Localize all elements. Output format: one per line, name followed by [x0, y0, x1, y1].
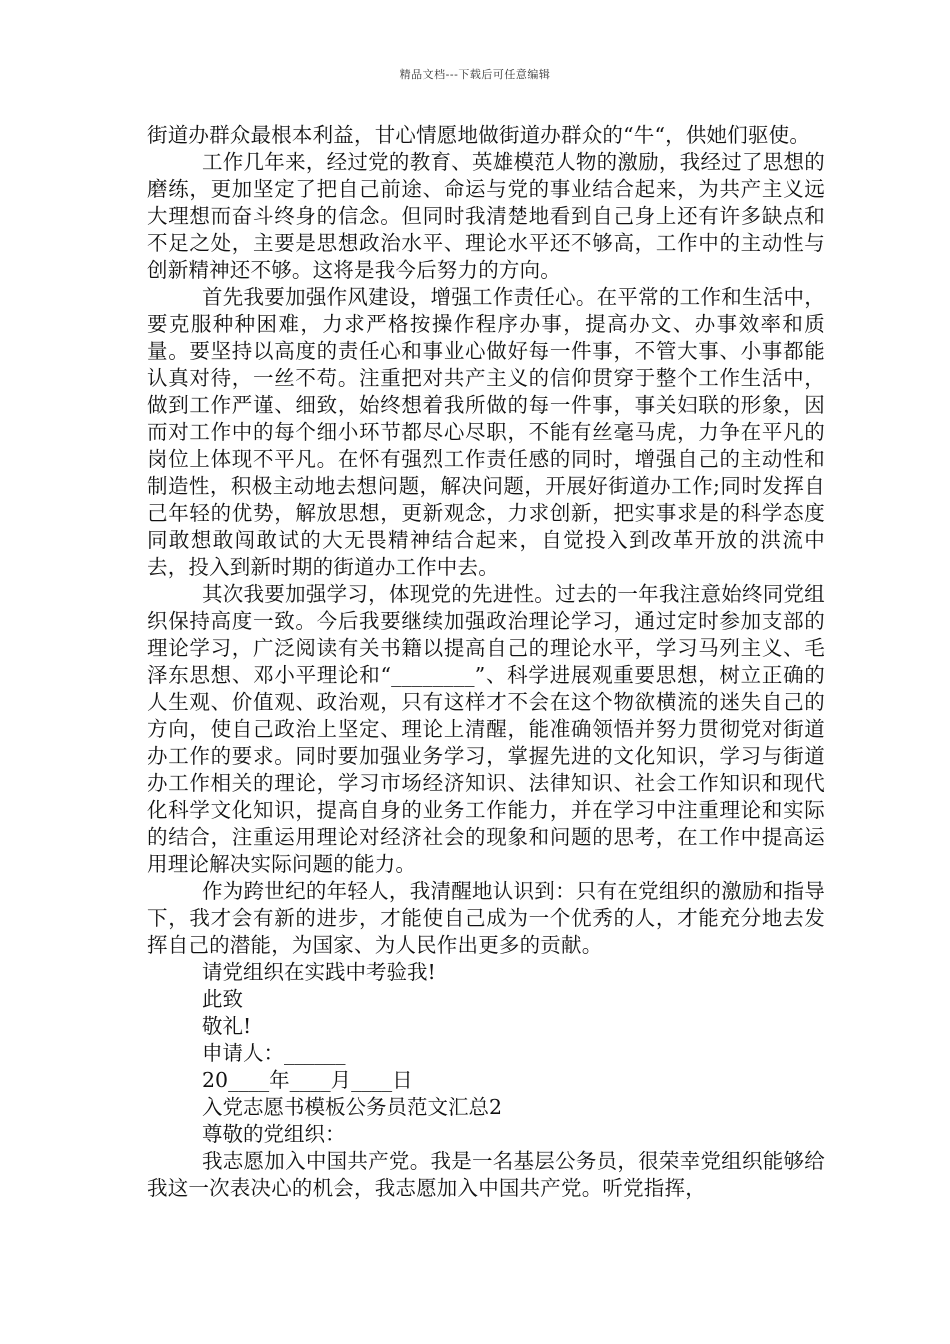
paragraph-next-letter: 我志愿加入中国共产党。我是一名基层公务员，很荣幸党组织能够给我这一次表决心的机会，我志愿加入中国共产党。听党指挥，: [147, 1149, 825, 1200]
closing-salute-1: 此致: [202, 987, 243, 1011]
paragraph-work-years: 工作几年来，经过党的教育、英雄模范人物的激励，我经过了思想的磨练，更加坚定了把自己前途、命运与党的事业结合起来，为共产主义远大理想而奋斗终身的信念。但同时我清楚地看到自己身上还有许多缺点和不足之处，主要是思想政治水平、理论水平还不够高，工作中的主动性与创新精神还不够。这将是我今后努力的方向。: [147, 150, 825, 282]
date-line: 20____年____月____日: [202, 1068, 413, 1092]
paragraph-continuation: 街道办群众最根本利益，甘心情愿地做街道办群众的“牛“，供她们驱使。: [147, 123, 811, 147]
paragraph-young-generation: 作为跨世纪的年轻人，我清醒地认识到：只有在党组织的激励和指导下，我才会有新的进步，才能使自己成为一个优秀的人，才能充分地去发挥自己的潜能，为国家、为人民作出更多的贡献。: [147, 879, 825, 957]
greeting-line: 尊敬的党组织：: [202, 1122, 346, 1146]
next-document-title: 入党志愿书模板公务员范文汇总2: [202, 1095, 503, 1119]
applicant-line: 申请人：______: [202, 1041, 346, 1065]
paragraph-study: 其次我要加强学习，体现党的先进性。过去的一年我注意始终同党组织保持高度一致。今后我要继续加强政治理论学习，通过定时参加支部的理论学习，广泛阅读有关书籍以提高自己的理论水平，学习马列主义、毛泽东思想、邓小平理论和“________”、科学进展观重要思想，树立正确的人生观、价值观、政治观，只有这样才不会在这个物欲横流的迷失自己的方向，使自己政治上坚定、理论上清醒，能准确领悟并努力贯彻党对街道办工作的要求。同时要加强业务学习，掌握先进的文化知识，学习与街道办工作相关的理论，学习市场经济知识、法律知识、社会工作知识和现代化科学文化知识，提高自身的业务工作能力，并在学习中注重理论和实际的结合，注重运用理论对经济社会的现象和问题的思考，在工作中提高运用理论解决实际问题的能力。: [147, 582, 825, 876]
paragraph-work-style: 首先我要加强作风建设，增强工作责任心。在平常的工作和生活中，要克服种种困难，力求严格按操作程序办事，提高办文、办事效率和质量。要坚持以高度的责任心和事业心做好每一件事，不管大事、小事都能认真对待，一丝不苟。注重把对共产主义的信仰贯穿于整个工作生活中，做到工作严谨、细致，始终想着我所做的每一件事，事关妇联的形象，因而对工作中的每个细小环节都尽心尽职，不能有丝毫马虎，力争在平凡的岗位上体现不平凡。在怀有强烈工作责任感的同时，增强自己的主动性和制造性，积极主动地去想问题，解决问题，开展好街道办工作;同时发挥自己年轻的优势，解放思想，更新观念，力求创新，把实事求是的科学态度同敢想敢闯敢试的大无畏精神结合起来，自觉投入到改革开放的洪流中去，投入到新时期的街道办工作中去。: [147, 285, 825, 579]
page-header: 精品文档---下载后可任意编辑: [399, 68, 551, 81]
closing-salute-2: 敬礼!: [202, 1014, 252, 1038]
closing-request: 请党组织在实践中考验我!: [202, 960, 436, 984]
document-body: [147, 122, 825, 1202]
